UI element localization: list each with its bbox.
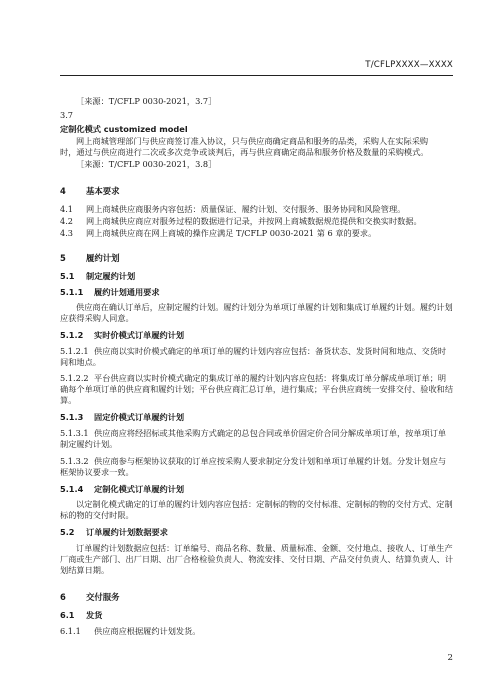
subsection-number: 5.1.3 (60, 412, 84, 422)
clause-number: 3.7 (60, 110, 74, 120)
section-number: 4 (60, 186, 66, 196)
subsection-number: 5.2 (60, 527, 75, 537)
subsection-title: 实时价模式订单履约计划 (94, 330, 185, 340)
clause-paragraph (60, 456, 453, 478)
section-number: 5 (60, 253, 66, 263)
paragraph: 订单履约计划数据应包括：订单编号、商品名称、数量、质量标准、金额、交付地点、接收人、订单生产厂商或生产部门、出厂日期、出厂合格检验负责人、物流安排、交付日期、产品交付负责人、结算负责人、计划结算日期。 (60, 543, 454, 576)
requirement-item (60, 228, 453, 239)
clause-number: 5.1.2.1 (60, 346, 89, 356)
paragraph: 供应商在确认订单后，应制定履约计划。履约计划分为单项订单履约计划和集成订单履约计划。履约计划应获得采购人同意。 (60, 302, 453, 324)
document-code: T/CFLPXXXX—XXXX (365, 60, 453, 70)
subsection-heading (60, 484, 184, 495)
clause-text: 供应商应根据履约计划发货。 (94, 626, 201, 636)
requirement-item (60, 216, 453, 227)
item-number: 4.3 (60, 228, 74, 238)
clause-text: 平台供应商以实时价模式确定的集成订单的履约计划内容应包括：将集成订单分解成单项订单；明确每个单项订单的供应商和履约计划；平台供应商汇总订单，进行集成；平台供应商统一安排交付、验收和结算。 (60, 373, 454, 406)
subsection-heading (60, 412, 184, 423)
clause-text: 供应商应将经招标或其他采购方式确定的总包合同或单价固定价合同分解成单项订单，按单项订单制定履约计划。 (60, 428, 447, 450)
subsection-title: 履约计划通用要求 (94, 287, 160, 297)
clause-paragraph (60, 346, 453, 368)
item-text: 网上商城供应商应对服务过程的数据进行记录，并按网上商城数据规范提供和交换实时数据。 (86, 216, 422, 226)
section-heading (60, 591, 120, 603)
subsection-number: 6.1 (60, 610, 75, 620)
clause-number: 5.1.2.2 (60, 373, 89, 383)
clause-number: 5.1.3.1 (60, 428, 89, 438)
subsection-title: 定制化模式订单履约计划 (94, 484, 185, 494)
subsection-heading (60, 610, 102, 621)
subsection-title: 订单履约计划数据要求 (86, 527, 168, 537)
section-number: 6 (60, 592, 66, 602)
item-number: 4.1 (60, 204, 74, 214)
paragraph: 以定制化模式确定的订单的履约计划内容应包括：定制标的物的交付标准、定制标的物的交付方式、定制标的物的交付时限。 (60, 499, 453, 521)
requirement-item (60, 204, 453, 215)
section-title: 基本要求 (86, 186, 120, 196)
item-text: 网上商城供应商服务内容包括：质量保证、履约计划、交付服务、服务协同和风险管理。 (86, 204, 406, 214)
source-citation: ［来源：T/CFLP 0030-2021，3.7］ (76, 96, 217, 106)
term-definition-line-1: 网上商城管理部门与供应商签订准入协议，只与供应商确定商品和服务的品类，采购人在实际采购 (76, 136, 429, 146)
subsection-number: 5.1.2 (60, 330, 84, 340)
section-title: 履约计划 (86, 253, 120, 263)
clause-paragraph (60, 373, 453, 407)
source-citation: ［来源：T/CFLP 0030-2021，3.8］ (76, 159, 217, 169)
subsection-heading (60, 330, 184, 341)
subsection-heading (60, 271, 135, 282)
header-rule (60, 75, 453, 76)
clause-paragraph (60, 428, 453, 450)
term-title: 定制化模式 customized model (60, 124, 188, 134)
subsection-title: 发货 (86, 610, 103, 620)
section-title: 交付服务 (86, 592, 120, 602)
subsection-heading (60, 287, 160, 298)
clause-number: 6.1.1 (60, 626, 81, 636)
clause-text: 供应商参与框架协议获取的订单应按采购人要求制定分发计划和单项订单履约计划。分发计划应与框架协议要求一致。 (60, 456, 447, 478)
term-definition-line-2: 时，通过与供应商进行二次或多次竞争或谈判后，再与供应商确定商品和服务价格及数量的采购模式。 (60, 147, 429, 157)
clause-number: 5.1.3.2 (60, 456, 89, 466)
subsection-heading (60, 527, 168, 538)
subsection-number: 5.1.4 (60, 484, 84, 494)
page-number: 2 (447, 653, 453, 663)
section-heading (60, 185, 120, 197)
clause-paragraph (60, 626, 453, 637)
clause-text: 供应商以实时价模式确定的单项订单的履约计划内容应包括：备货状态、发货时间和地点、交货时间和地点。 (60, 346, 447, 368)
subsection-number: 5.1.1 (60, 287, 84, 297)
section-heading (60, 252, 120, 264)
item-number: 4.2 (60, 216, 74, 226)
item-text: 网上商城供应商在网上商城的操作应满足 T/CFLP 0030-2021 第 6 章的要求。 (86, 228, 377, 238)
subsection-title: 制定履约计划 (86, 271, 136, 281)
subsection-title: 固定价模式订单履约计划 (94, 412, 185, 422)
subsection-number: 5.1 (60, 271, 75, 281)
